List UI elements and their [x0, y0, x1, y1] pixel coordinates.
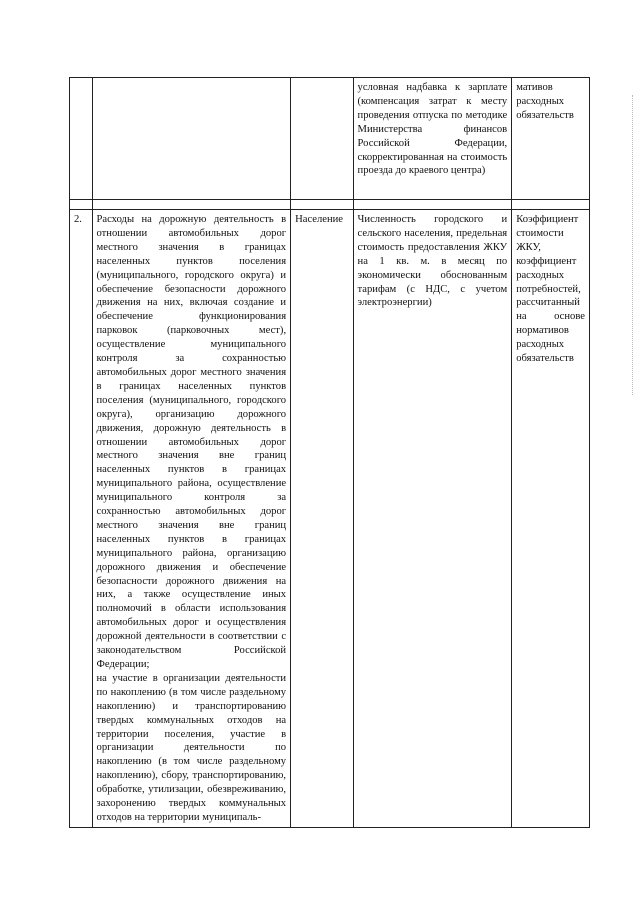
table-row	[70, 78, 590, 200]
page-edge-mark	[632, 95, 634, 395]
category-cell	[291, 78, 353, 200]
description-continuation: на участие в организации деятельности по накоплению (в том числе раздельному накоплению) и транспортированию твердых коммунальных отходов на территории поселения, участие в организации деятельности по накоплению (в том числе раздельному накоплению), сбору, транспортированию, обработке, утилизации, обезвреживанию, захоронению твердых коммунальных отходов на территории муниципаль-	[96, 672, 287, 823]
description-cell	[92, 210, 291, 828]
description-text: Расходы на дорожную деятельность в отношении автомобильных дорог местного значения в границах населенных пунктов поселения (муниципального, городского округа) и обеспечение безопасности дорожного движения на них, включая создание и обеспечение функционирования парковок (парковочных мест), осуществление муниципального контроля за сохранностью автомобильных дорог местного значения в границах населенных пунктов поселения (муниципального, городского округа), организацию дорожного движения, дорожную деятельность в отношении автомобильных дорог местного значения вне границ населенных пунктов в границах муниципального района, осуществление муниципального контроля за сохранностью автомобильных дорог местного значения вне границ населенных пунктов в границах муниципального района, организацию дорожного движения и обеспечение безопасности дорожного движения на них, а также осуществление иных полномочий в области использования автомобильных дорог и осуществления дорожной деятельности в соответствии с законодательством Российской Федерации;	[96, 214, 287, 670]
description-cell	[92, 78, 291, 200]
coefficient-cell: Коэффициент стоимости ЖКУ, коэффициент расходных потребностей, рассчитанный на основе нормативов расходных обязательств	[512, 210, 590, 828]
row-number-cell: 2.	[70, 210, 93, 828]
row-number-cell	[70, 78, 93, 200]
table-row	[70, 210, 590, 828]
expenditure-table	[69, 77, 590, 828]
category-cell: Население	[291, 210, 353, 828]
indicator-cell: условная надбавка к зарплате (компенсация затрат к месту проведения отпуска по методике Министерства финансов Российской Федерации, скорректированная на стоимость проезда до краевого центра)	[353, 78, 512, 200]
coefficient-cell: мативов расходных обязательств	[512, 78, 590, 200]
indicator-cell: Численность городского и сельского населения, предельная стоимость предоставления ЖКУ на 1 кв. м. в месяц по экономически обоснованным тарифам (с НДС, с учетом электроэнергии)	[353, 210, 512, 828]
row-separator	[70, 200, 590, 210]
